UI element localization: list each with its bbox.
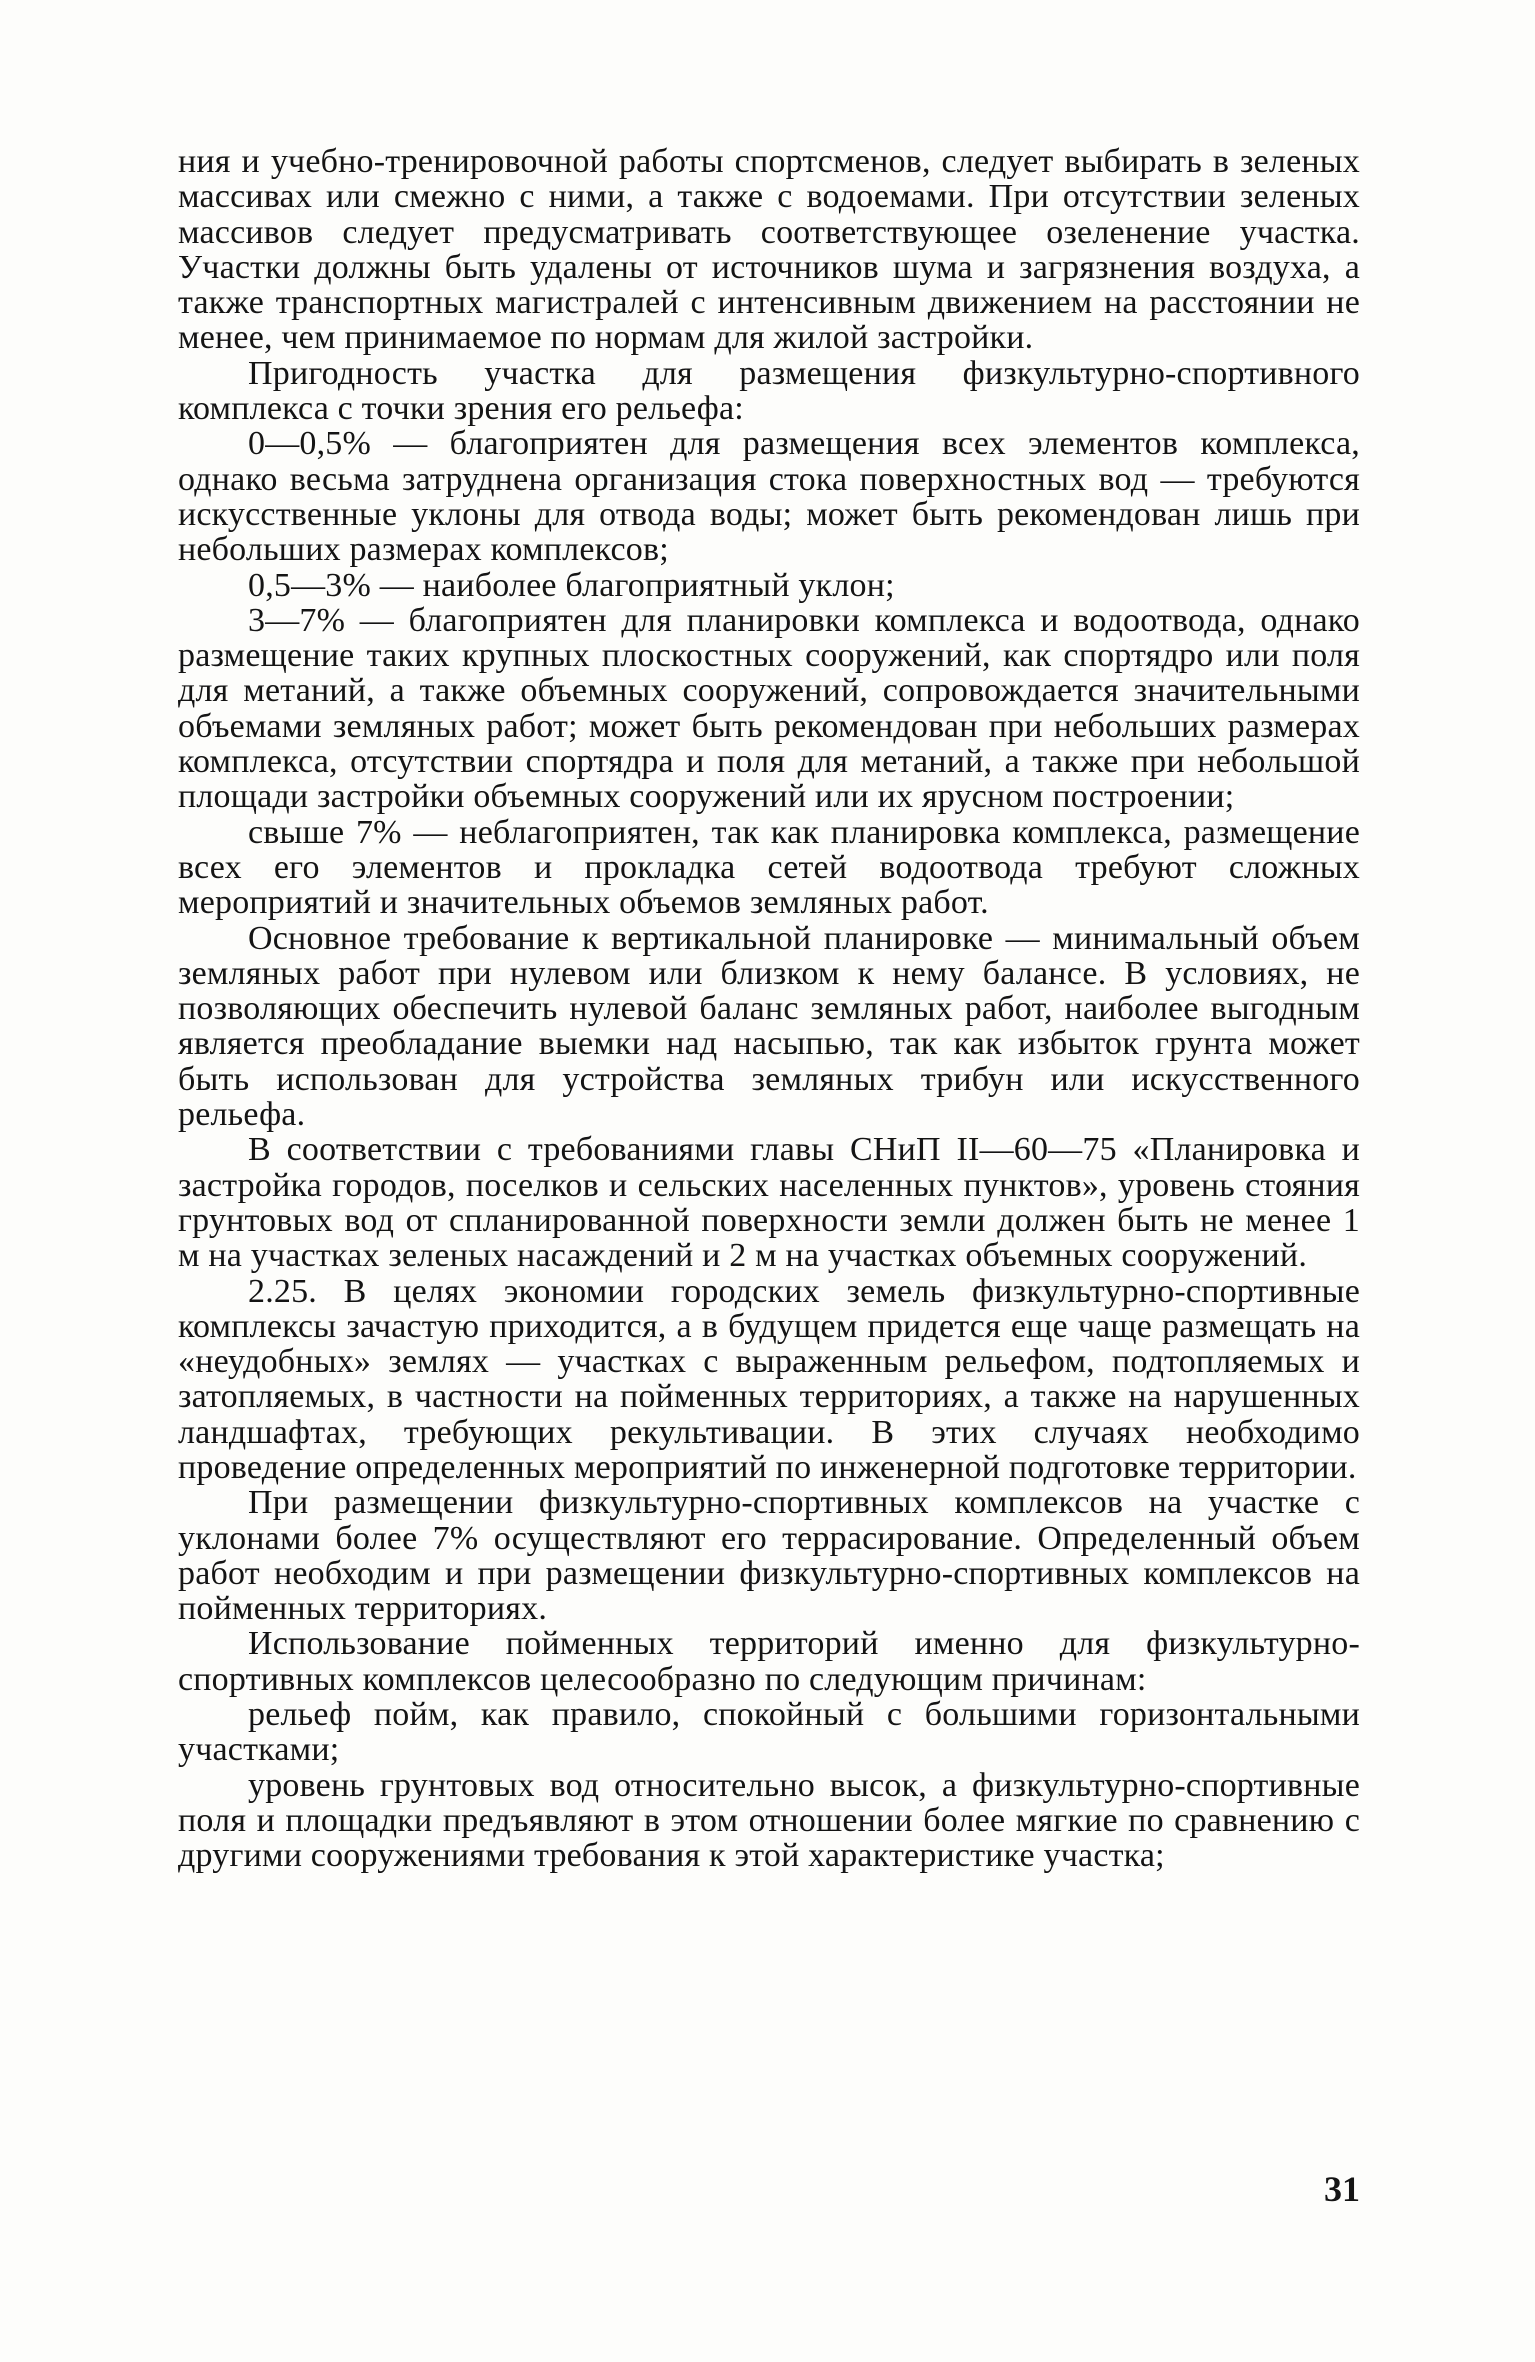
list-item-slope-3-7: 3—7% — благоприятен для планировки комплекса и водоотвода, однако размещение таких крупных плоскостных сооружений, как спортядро или поля для метаний, а также объемных сооружений, сопровождается значительными объемами земляных работ; может быть рекомендован при небольших размерах комплекса, отсутствии спортядра и поля для метаний, а также при небольшой площади застройки объемных сооружений или их ярусном построении; [178,601,1360,816]
paragraph: Пригодность участка для размещения физкультурно-спортивного комплекса с точки зрения его рельефа: [178,354,1360,428]
paragraph: Основное требование к вертикальной планировке — минимальный объем земляных работ при нулевом или близком к нему балансе. В условиях, не позволяющих обеспечить нулевой баланс земляных работ, наиболее выгодным является преобладание выемки над насыпью, так как избыток грунта может быть использован для устройства земляных трибун или искусственного рельефа. [178,919,1360,1134]
paragraph: В соответствии с требованиями главы СНиП II—60—75 «Планировка и застройка городов, поселков и сельских населенных пунктов», уровень стояния грунтовых вод от спланированной поверхности земли должен быть не менее 1 м на участках зеленых насаждений и 2 м на участках объемных сооружений. [178,1131,1360,1275]
list-item-reason: рельеф пойм, как правило, спокойный с большими горизонтальными участками; [178,1696,1360,1769]
paragraph: При размещении физкультурно-спортивных комплексов на участке с уклонами более 7% осуществляют его террасирование. Определенный объем работ необходим и при размещении физкультурно-спортивных комплексов на пойменных территориях. [178,1484,1360,1628]
list-item-reason: уровень грунтовых вод относительно высок, а физкультурно-спортивные поля и площадки предъявляют в этом отношении более мягкие по сравнению с другими сооружениями требования к этой характеристике участка; [178,1766,1360,1875]
paragraph-continued: ния и учебно-тренировочной работы спортсменов, следует выбирать в зеленых массивах или смежно с ними, а также с водоемами. При отсутствии зеленых массивов следует предусматривать соответствующее озеленение участка. Участки должны быть удалены от источников шума и загрязнения воздуха, а также транспортных магистралей с интенсивным движением на расстоянии не менее, чем принимаемое по нормам для жилой застройки. [178,143,1360,357]
list-item-slope-0-0.5: 0—0,5% — благоприятен для размещения всех элементов комплекса, однако весьма затруднена организация стока поверхностных вод — требуются искусственные уклоны для отвода воды; может быть рекомендован лишь при небольших размерах комплексов; [178,425,1360,569]
section-2-25: 2.25. В целях экономии городских земель физкультурно-спортивные комплексы зачастую приходится, а в будущем придется еще чаще размещать на «неудобных» землях — участках с выраженным рельефом, подтопляемых и затопляемых, в частности на пойменных территориях, а также на нарушенных ландшафтах, требующих рекультивации. В этих случаях необходимо проведение определенных мероприятий по инженерной подготовке территории. [178,1272,1360,1486]
list-item-slope-0.5-3: 0,5—3% — наиболее благоприятный уклон; [248,566,895,604]
list-item-slope-over-7: свыше 7% — неблагоприятен, так как планировка комплекса, размещение всех его элементов и прокладка сетей водоотвода требуют сложных мероприятий и значительных объемов земляных работ. [178,813,1360,922]
body-text [178,144,1360,1874]
paragraph: Использование пойменных территорий именно для физкультурно-спортивных комплексов целесообразно по следующим причинам: [178,1625,1360,1698]
page-number: 31 [1324,2169,1360,2209]
